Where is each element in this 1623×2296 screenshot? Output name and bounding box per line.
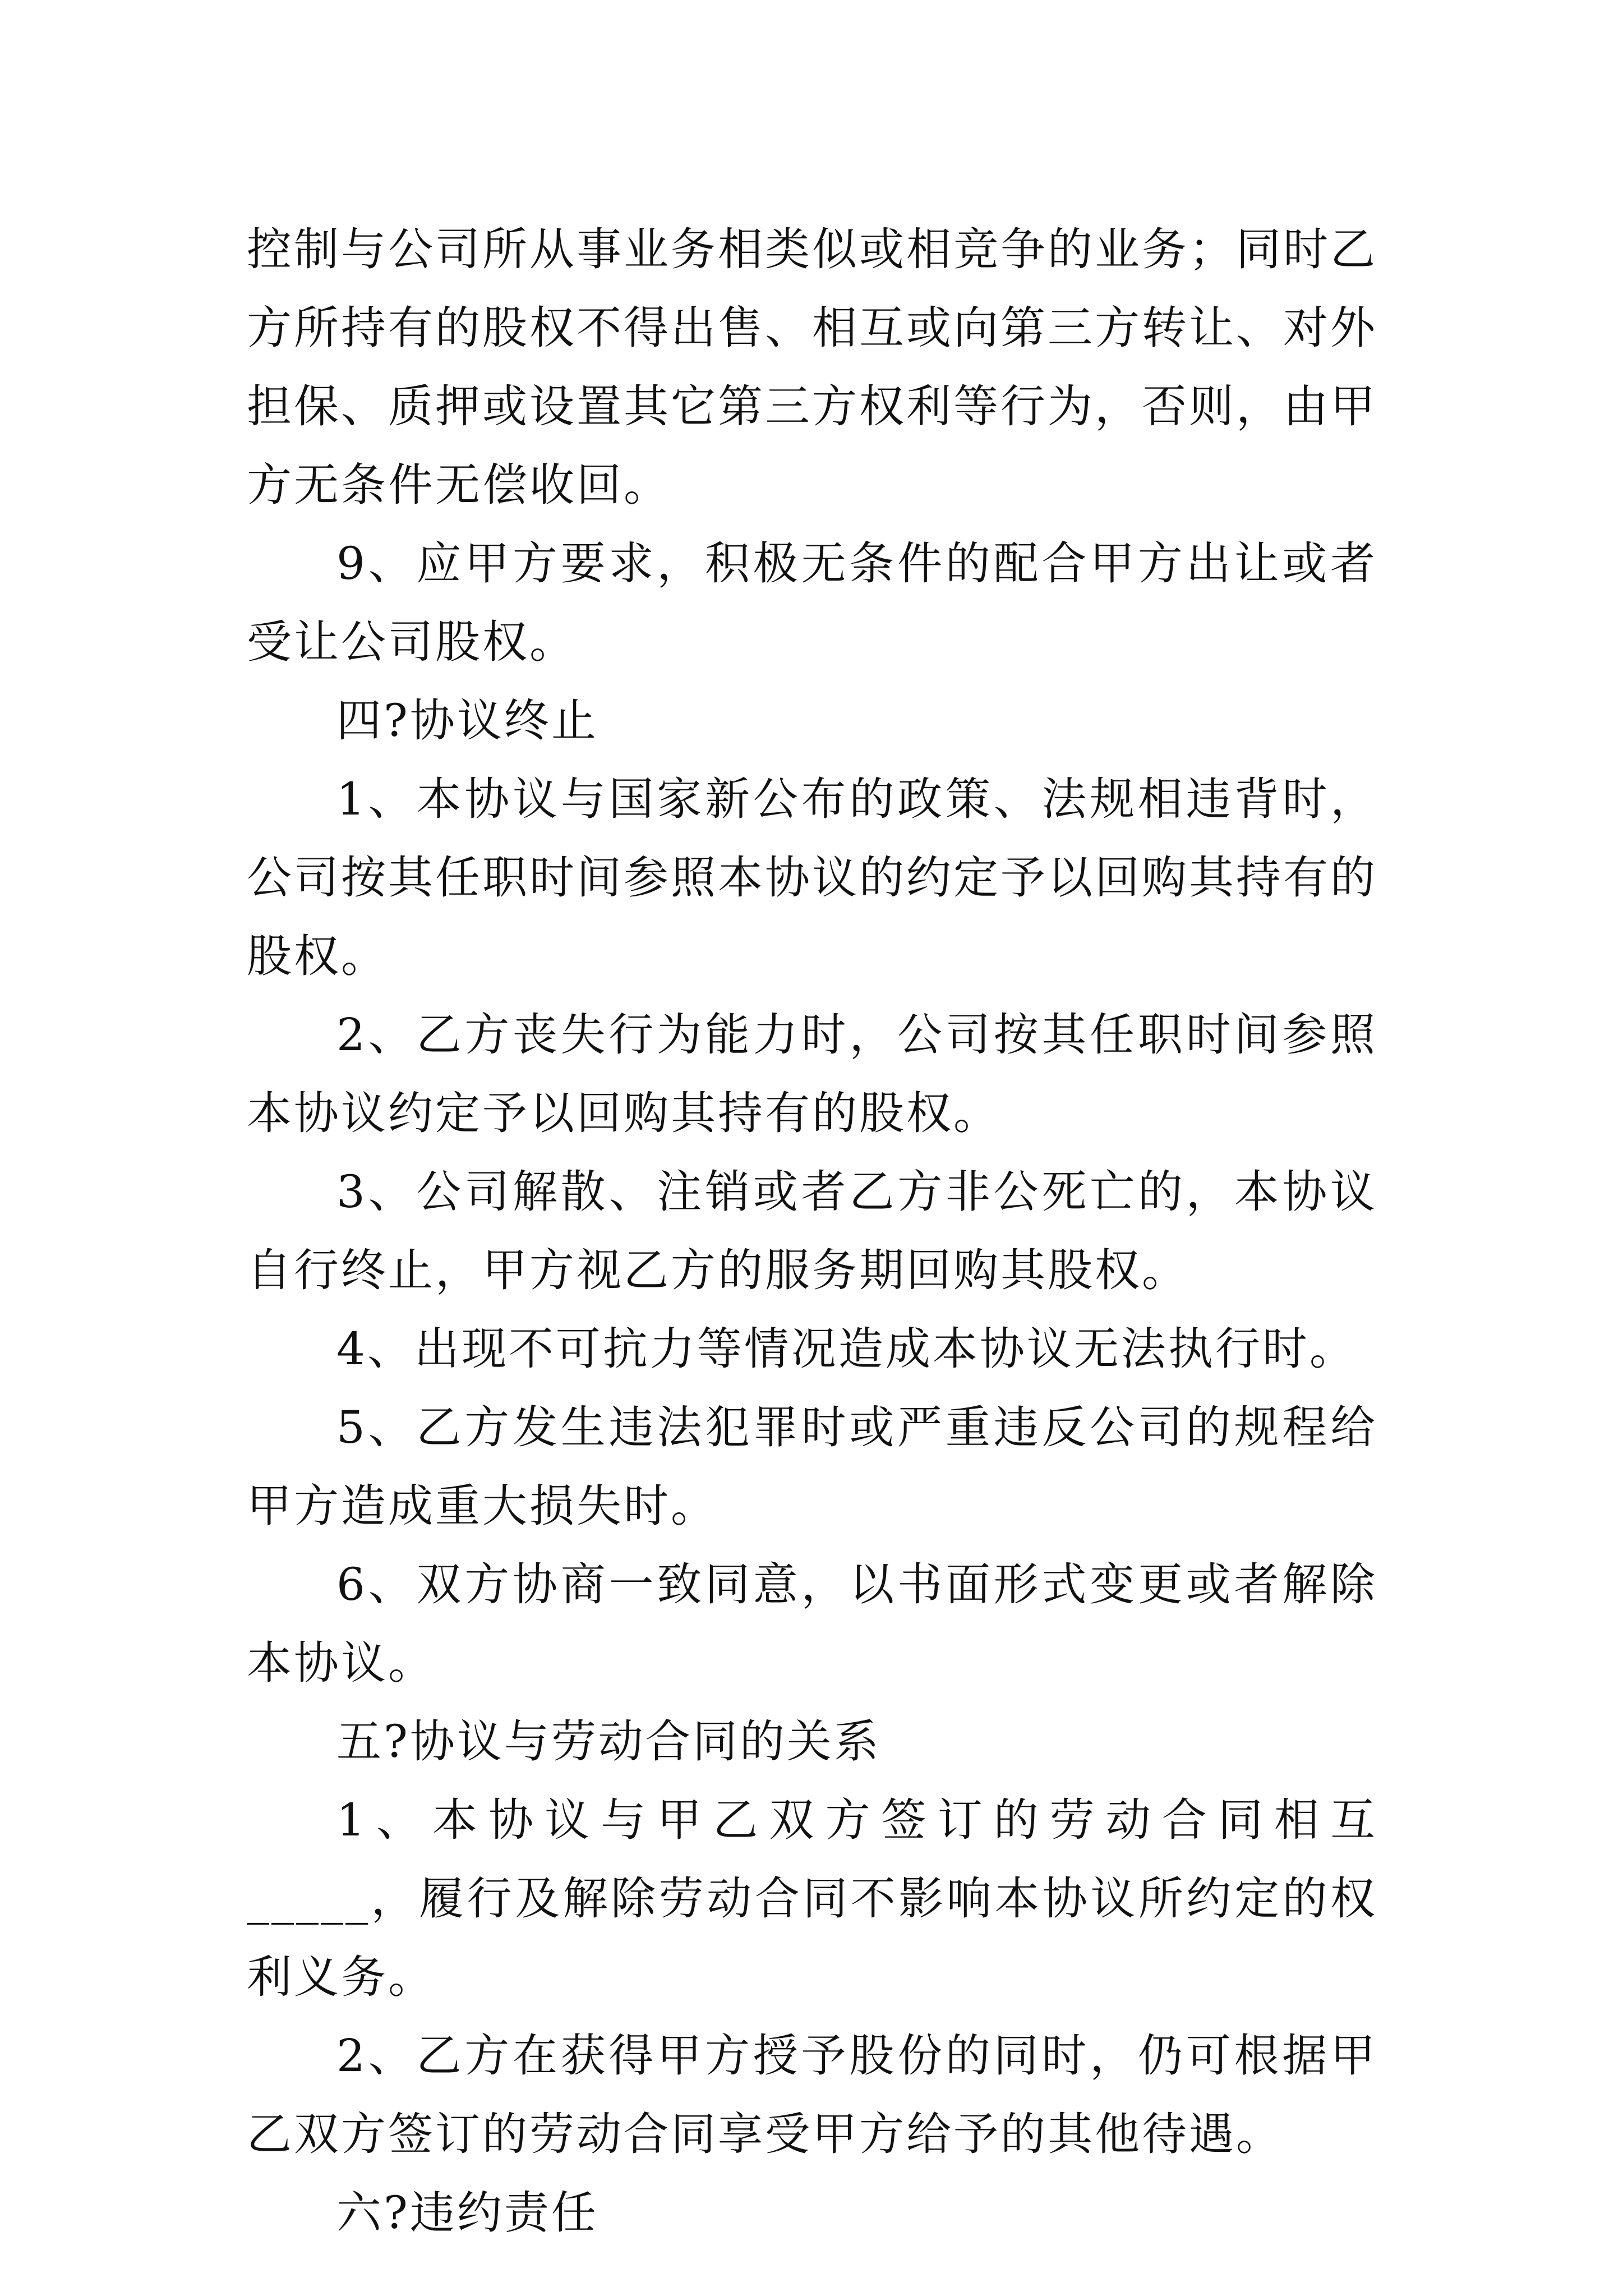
section-heading-labor-contract: 五?协议与劳动合同的关系 — [336, 1715, 881, 1768]
termination-clause-2: 2、乙方丧失行为能力时，公司按其任职时间参照本协议约定予以回购其持有的股权。 — [247, 1009, 1377, 1139]
termination-clause-5: 5、乙方发生违法犯罪时或严重违反公司的规程给甲方造成重大损失时。 — [247, 1401, 1377, 1532]
section-heading-liability: 六?违约责任 — [336, 2187, 598, 2239]
termination-clause-6: 6、双方协商一致同意，以书面形式变更或者解除本协议。 — [247, 1558, 1377, 1689]
labor-contract-clause-1: 1、本协议与甲乙双方签订的劳动合同相互_____，履行及解除劳动合同不影响本协议所约定的权利义务。 — [247, 1794, 1377, 2003]
document-body — [247, 210, 1377, 2252]
section-heading-termination: 四?协议终止 — [336, 694, 598, 747]
labor-contract-clause-2: 2、乙方在获得甲方授予股份的同时，仍可根据甲乙双方签订的劳动合同享受甲方给予的其他待遇。 — [247, 2030, 1377, 2160]
termination-clause-3: 3、公司解散、注销或者乙方非公死亡的，本协议自行终止，甲方视乙方的服务期回购其股权。 — [247, 1166, 1377, 1296]
termination-clause-1: 1、本协议与国家新公布的政策、法规相违背时，公司按其任职时间参照本协议的约定予以回购其持有的股权。 — [247, 773, 1377, 982]
clause-9: 9、应甲方要求，积极无条件的配合甲方出让或者受让公司股权。 — [247, 537, 1377, 668]
termination-clause-4: 4、出现不可抗力等情况造成本协议无法执行时。 — [336, 1323, 1357, 1375]
paragraph-continuation: 控制与公司所从事业务相类似或相竞争的业务；同时乙方所持有的股权不得出售、相互或向第三方转让、对外担保、质押或设置其它第三方权利等行为，否则，由甲方无条件无偿收回。 — [247, 223, 1377, 511]
